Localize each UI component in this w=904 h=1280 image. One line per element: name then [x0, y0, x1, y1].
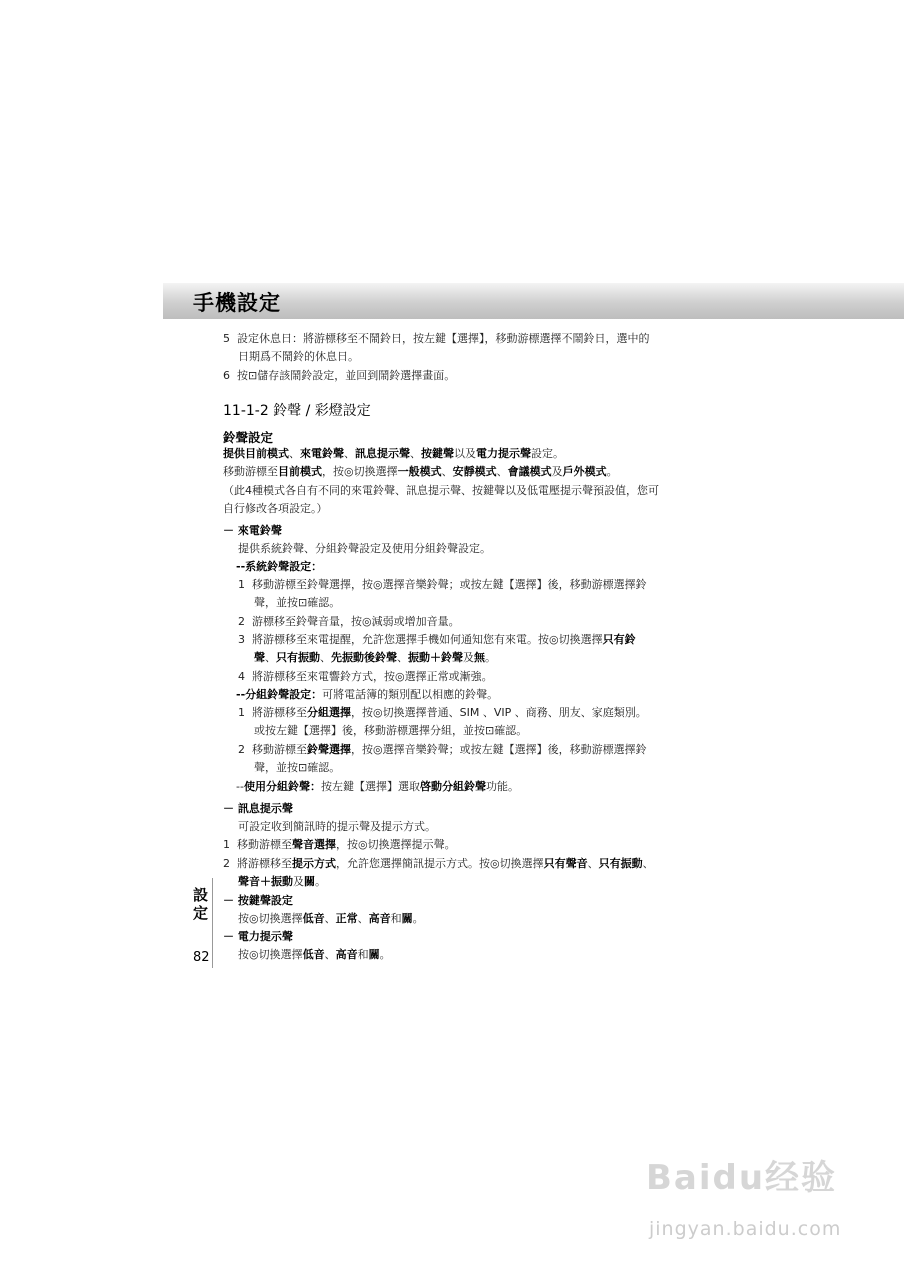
- nav-key-icon: ◎: [358, 838, 368, 851]
- nav-key-icon: ◎: [395, 670, 405, 683]
- ring-line1: 提供目前模式、來電鈴聲、訊息提示聲、按鍵聲以及電力提示聲設定。: [223, 447, 564, 460]
- side-divider: [212, 878, 213, 968]
- ok-key-icon: ⊡: [298, 596, 308, 609]
- nav-key-icon: ◎: [373, 743, 383, 756]
- list-item: 1 移動游標至聲音選擇，按◎切換選擇提示聲。: [223, 838, 456, 851]
- ring-line2: 移動游標至目前模式，按◎切換選擇一般模式、安靜模式、會議模式及戶外模式。: [223, 465, 618, 478]
- nav-key-icon: ◎: [490, 857, 500, 870]
- side-tab-char: 定: [193, 904, 209, 922]
- list-item: 2 游標移至鈴聲音量，按◎減弱或增加音量。: [238, 615, 460, 628]
- list-item-cont: 或按左鍵【選擇】後，移動游標選擇分組，並按⊡確認。: [254, 724, 528, 737]
- list-item: 4 將游標移至來電響鈴方式，按◎選擇正常或漸強。: [238, 670, 493, 683]
- list-item-cont: 聲，並按⊡確認。: [254, 596, 341, 609]
- section-title: 11-1-2 鈴聲 / 彩燈設定: [223, 403, 371, 419]
- list-item: 1 移動游標至鈴聲選擇，按◎選擇音樂鈴聲；或按左鍵【選擇】後，移動游標選擇鈴: [238, 578, 647, 591]
- keys-heading: － 按鍵聲設定: [223, 894, 293, 907]
- grp-heading-line: --分組鈴聲設定：可將電話簿的類別配以相應的鈴聲。: [236, 688, 499, 701]
- list-item: 2 將游標移至提示方式，允許您選擇簡訊提示方式。按◎切換選擇只有聲音、只有振動、: [223, 857, 654, 870]
- sys-heading: --系統鈴聲設定：: [236, 560, 323, 573]
- nav-key-icon: ◎: [344, 465, 354, 478]
- msg-heading: － 訊息提示聲: [223, 802, 293, 815]
- keys-desc: 按◎切換選擇低音、正常、高音和關。: [238, 912, 424, 925]
- nav-key-icon: ◎: [249, 948, 259, 961]
- list-item: 1 將游標移至分組選擇，按◎切換選擇普通、SIM 、VIP 、商務、朋友、家庭類別。: [238, 706, 647, 719]
- incoming-heading: － 來電鈴聲: [223, 524, 282, 537]
- watermark-url: jingyan.baidu.com: [649, 1218, 842, 1240]
- list-item: 5 設定休息日：將游標移至不鬧鈴日，按左鍵【選擇】，移動游標選擇不鬧鈴日，選中的: [223, 332, 650, 345]
- page-title: 手機設定: [193, 291, 281, 315]
- side-tab-char: 設: [193, 886, 209, 904]
- ring-note: 自行修改各項設定。）: [223, 502, 328, 515]
- nav-key-icon: ◎: [362, 615, 372, 628]
- ring-note: （此4種模式各自有不同的來電鈴聲、訊息提示聲、按鍵聲以及低電壓提示聲預設值，您可: [223, 484, 659, 497]
- list-item-cont: 聲，並按⊡確認。: [254, 761, 341, 774]
- incoming-desc: 提供系統鈴聲、分組鈴聲設定及使用分組鈴聲設定。: [238, 542, 491, 555]
- watermark-logo: Baidu经验: [646, 1158, 838, 1198]
- list-item-cont: 聲、只有振動、先振動後鈴聲、振動＋鈴聲及無。: [254, 651, 496, 664]
- list-item: 6 按⊡儲存該鬧鈴設定，並回到鬧鈴選擇畫面。: [223, 369, 456, 382]
- nav-key-icon: ◎: [249, 912, 259, 925]
- page-number: 82: [193, 950, 210, 965]
- list-item: 2 移動游標至鈴聲選擇，按◎選擇音樂鈴聲；或按左鍵【選擇】後，移動游標選擇鈴: [238, 743, 647, 756]
- list-item-cont: 聲音＋振動及關。: [238, 875, 326, 888]
- ok-key-icon: ⊡: [485, 724, 495, 737]
- nav-key-icon: ◎: [549, 633, 559, 646]
- power-desc: 按◎切換選擇低音、高音和關。: [238, 948, 391, 961]
- nav-key-icon: ◎: [373, 578, 383, 591]
- ok-key-icon: ⊡: [298, 761, 308, 774]
- list-item-cont: 日期爲不鬧鈴的休息日。: [238, 350, 359, 363]
- nav-key-icon: ◎: [373, 706, 383, 719]
- use-group-line: --使用分組鈴聲：按左鍵【選擇】選取啓動分組鈴聲功能。: [236, 780, 519, 793]
- ok-key-icon: ⊡: [248, 369, 258, 382]
- msg-desc: 可設定收到簡訊時的提示聲及提示方式。: [238, 820, 436, 833]
- ring-heading: 鈴聲設定: [223, 430, 274, 445]
- list-item: 3 將游標移至來電提醒，允許您選擇手機如何通知您有來電。按◎切換選擇只有鈴: [238, 633, 636, 646]
- power-heading: － 電力提示聲: [223, 930, 293, 943]
